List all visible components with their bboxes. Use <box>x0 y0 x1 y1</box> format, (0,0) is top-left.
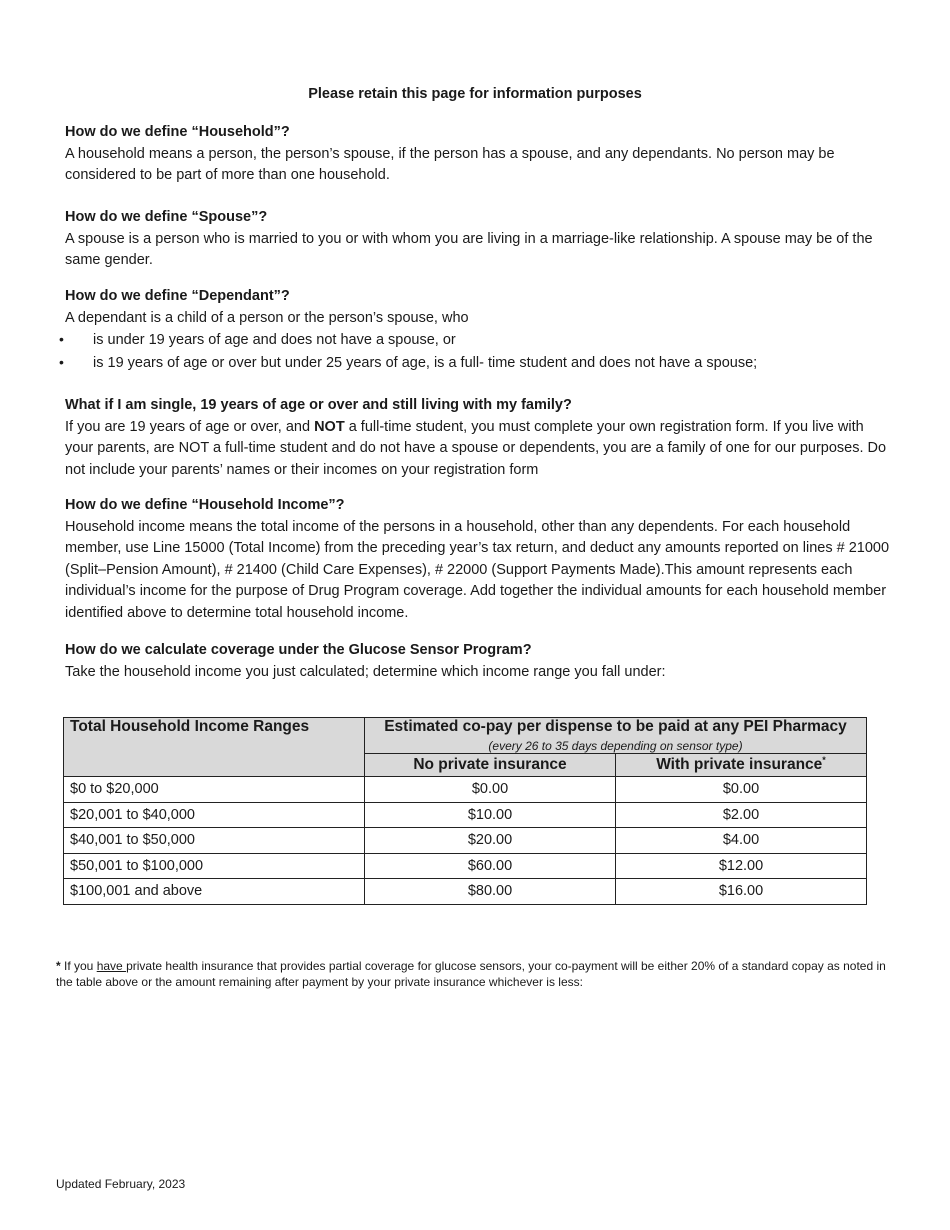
single-adult-section <box>65 395 890 481</box>
no-private-copay-cell: $10.00 <box>365 802 616 828</box>
spouse-question: How do we define “Spouse”? <box>65 209 268 225</box>
with-private-copay-cell: $2.00 <box>616 802 867 828</box>
table-row <box>64 777 867 803</box>
household-section <box>65 122 890 187</box>
spouse-answer: A spouse is a person who is married to you or with whom you are living in a marriage-like relationship. A spouse may be of the same gender. <box>65 230 873 268</box>
coverage-answer: Take the household income you just calculated; determine which income range you fall under: <box>65 663 666 680</box>
emphasis-text: NOT <box>314 418 345 435</box>
household-income-question: How do we define “Household Income”? <box>65 497 345 513</box>
no-private-copay-cell: $80.00 <box>365 879 616 905</box>
copay-table <box>63 717 867 905</box>
header-with-private-insurance <box>616 754 867 777</box>
table-row <box>64 853 867 879</box>
with-private-copay-cell: $4.00 <box>616 828 867 854</box>
page-title: Please retain this page for information purposes <box>308 86 642 102</box>
with-private-copay-cell: $12.00 <box>616 853 867 879</box>
with-private-copay-cell: $16.00 <box>616 879 867 905</box>
household-answer: A household means a person, the person’s spouse, if the person has a spouse, and any dependants. No person may be considered to be part of more than one household. <box>65 145 835 183</box>
household-income-answer: Household income means the total income of the persons in a household, other than any dependents. For each household member, use Line 15000 (Total Income) from the preceding year’s tax return, and deduct any amounts reported on lines # 21000 (Split–Pension Amount), # 21400 (Child Care Expenses), # 22000 (Support Payments Made).This amount represents each individual’s income for the purpose of Drug Program coverage. Add together the individual amounts for each household member identified above to determine total household income. <box>65 518 890 621</box>
list-item: • is 19 years of age or over but under 25 years of age, is a full- time student and does not have a spouse; <box>65 352 890 375</box>
footnote-text: private health insurance that provides partial coverage for glucose sensors, your co-payment will be either 20% of a standard copay as noted in the table above or the amount remaining after payment by your private insurance whichever is less: <box>56 959 886 989</box>
footnote-emphasis: have <box>96 959 127 973</box>
single-adult-answer <box>65 417 890 482</box>
table-row <box>64 879 867 905</box>
coverage-question: How do we calculate coverage under the Glucose Sensor Program? <box>65 642 532 658</box>
income-range-cell: $0 to $20,000 <box>64 777 365 803</box>
income-range-cell: $100,001 and above <box>64 879 365 905</box>
table-row <box>64 828 867 854</box>
header-no-private-insurance: No private insurance <box>365 754 616 777</box>
household-income-section <box>65 495 890 624</box>
dependant-answer: A dependant is a child of a person or the person’s spouse, who <box>65 309 469 326</box>
no-private-copay-cell: $20.00 <box>365 828 616 854</box>
footnote-marker: * <box>822 755 826 766</box>
answer-text: a full-time student, you must complete your own registration form. If you live with your parents, are NOT a full-time student and do not have a spouse or dependents, you are a family of one for our purposes. Do not include your parents’ names or their incomes on your registration form <box>65 418 887 478</box>
coverage-section <box>65 640 890 683</box>
updated-date: Updated February, 2023 <box>56 1177 186 1191</box>
header-income-ranges: Total Household Income Ranges <box>64 718 365 777</box>
insurance-footnote <box>56 958 896 990</box>
list-item: • is under 19 years of age and does not have a spouse, or <box>65 329 890 352</box>
dependant-section <box>65 286 890 374</box>
single-adult-question: What if I am single, 19 years of age or over and still living with my family? <box>65 397 572 413</box>
header-estimated-copay <box>365 718 867 754</box>
household-question: How do we define “Household”? <box>65 124 290 140</box>
spouse-section <box>65 207 890 272</box>
dependant-question: How do we define “Dependant”? <box>65 288 290 304</box>
table-row <box>64 802 867 828</box>
footnote-text: If you <box>60 959 97 973</box>
answer-text: If you are 19 years of age or over, and <box>65 418 315 435</box>
income-range-cell: $50,001 to $100,000 <box>64 853 365 879</box>
income-range-cell: $40,001 to $50,000 <box>64 828 365 854</box>
header-with-private-insurance-label: With private insurance <box>656 756 823 774</box>
income-range-cell: $20,001 to $40,000 <box>64 802 365 828</box>
header-estimated-copay-label: Estimated co-pay per dispense to be paid at any PEI Pharmacy <box>384 718 847 735</box>
footnote-marker: * <box>56 959 61 973</box>
header-estimated-copay-note: (every 26 to 35 days depending on sensor type) <box>488 739 743 753</box>
with-private-copay-cell: $0.00 <box>616 777 867 803</box>
no-private-copay-cell: $0.00 <box>365 777 616 803</box>
dependant-conditions-list <box>65 329 890 374</box>
no-private-copay-cell: $60.00 <box>365 853 616 879</box>
